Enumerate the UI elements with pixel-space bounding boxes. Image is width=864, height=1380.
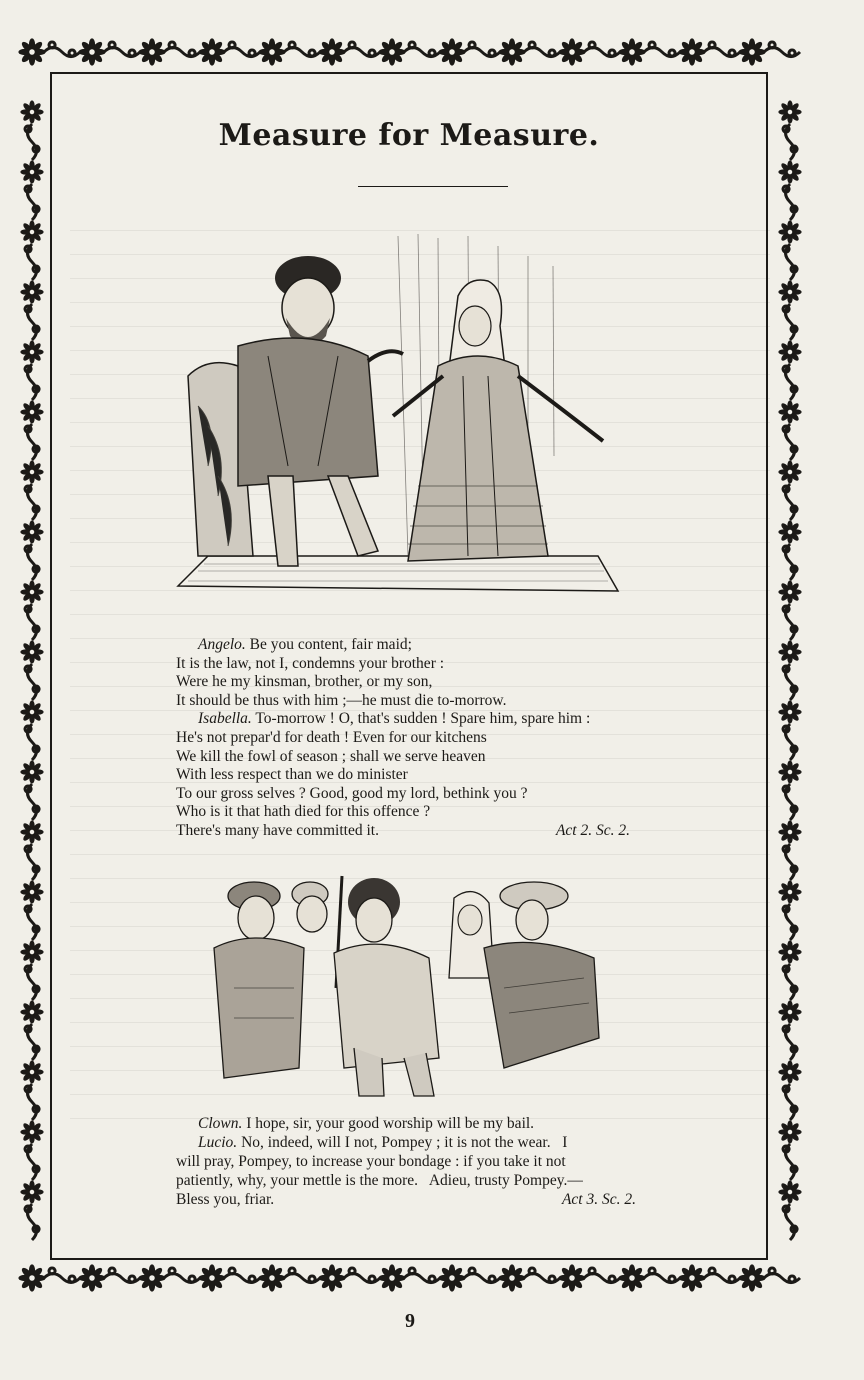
scroll-ornament [164,42,200,56]
text-line [176,803,676,822]
scroll-ornament [783,124,797,160]
rosette-ornament [20,880,43,903]
scroll-ornament [25,604,39,640]
rosette-ornament [778,760,801,783]
line-text: will pray, Pompey, to increase your bondage : if you take it not [176,1153,566,1170]
scroll-ornament [783,244,797,280]
text-line [176,785,676,804]
text-line [176,1171,674,1190]
scroll-ornament [284,1268,320,1282]
scroll-ornament [783,304,797,340]
scroll-ornament [783,1084,797,1120]
rosette-ornament [778,100,801,123]
rosette-ornament [778,1180,801,1203]
scroll-ornament [704,1268,740,1282]
text-line [176,636,676,655]
line-text: Be you content, fair maid; [245,636,412,653]
scroll-ornament [783,1144,797,1180]
scroll-ornament [164,1268,200,1282]
rosette-ornament [20,640,43,663]
rosette-ornament [778,700,801,723]
scroll-ornament [644,1268,680,1282]
scroll-ornament [644,42,680,56]
rosette-ornament [778,820,801,843]
rosette-ornament [778,580,801,603]
rosette-ornament [678,1264,705,1291]
line-text: To our gross selves ? Good, good my lord, bethink you ? [176,784,528,802]
line-text: With less respect than we do minister [176,766,408,784]
rosette-ornament [20,400,43,423]
line-text: No, indeed, will I not, Pompey ; it is not the wear. I [237,1134,568,1151]
text-line [176,692,676,711]
rosette-ornament [20,820,43,843]
scroll-ornament [524,42,560,56]
rosette-ornament [438,1264,465,1291]
scroll-ornament [783,604,797,640]
rosette-ornament [778,400,801,423]
rosette-ornament [20,1120,43,1143]
speaker-name: Lucio. [198,1134,238,1151]
text-line [176,1133,674,1152]
scroll-ornament [783,484,797,520]
scroll-ornament [44,1268,80,1282]
line-text: He's not prepar'd for death ! Even for our kitchens [176,728,487,746]
rosette-ornament [778,880,801,903]
scroll-ornament [464,42,500,56]
rosette-ornament [20,1060,43,1083]
text-line [176,673,676,692]
text-line [176,1190,674,1209]
rosette-ornament [778,460,801,483]
passage-angelo-isabella [176,636,676,841]
rosette-ornament [138,1264,165,1291]
rosette-ornament [20,1000,43,1023]
text-line [176,766,676,785]
rosette-ornament [20,760,43,783]
scroll-ornament [224,42,260,56]
speaker-name: Clown. [198,1115,243,1132]
scroll-ornament [25,784,39,820]
scroll-ornament [344,1268,380,1282]
scroll-ornament [25,1204,39,1240]
line-text: Were he my kinsman, brother, or my son, [176,673,433,691]
scroll-ornament [783,1204,797,1240]
scroll-ornament [783,844,797,880]
rosette-ornament [20,940,43,963]
rosette-ornament [78,1264,105,1291]
speaker-name: Angelo. [198,636,246,653]
text-line [176,822,676,841]
rosette-ornament [498,1264,525,1291]
text-line [176,1114,674,1133]
rosette-ornament [498,38,525,65]
scroll-ornament [224,1268,260,1282]
rosette-ornament [778,940,801,963]
rosette-ornament [198,1264,225,1291]
scroll-ornament [25,1024,39,1060]
text-line [176,729,676,748]
rosette-ornament [138,38,165,65]
engraving-angelo-isabella [168,226,638,610]
scroll-ornament [25,244,39,280]
rosette-ornament [198,38,225,65]
rosette-ornament [258,38,285,65]
rosette-ornament [778,280,801,303]
scroll-ornament [783,664,797,700]
scroll-ornament [584,42,620,56]
rosette-ornament [20,520,43,543]
scroll-ornament [464,1268,500,1282]
rosette-ornament [20,1180,43,1203]
rosette-ornament [18,38,45,65]
scroll-ornament [104,42,140,56]
scroll-ornament [25,304,39,340]
line-text: Who is it that hath died for this offence ? [176,803,431,821]
rosette-ornament [20,160,43,183]
line-text: Bless you, friar. [176,1191,275,1208]
act-scene-reference: Act 2. Sc. 2. [555,821,630,839]
scroll-ornament [25,664,39,700]
rosette-ornament [20,580,43,603]
scroll-ornament [25,1144,39,1180]
engraving-clown-lucio [204,868,614,1100]
scroll-ornament [25,364,39,400]
scroll-ornament [764,42,800,56]
line-text: There's many have committed it. [176,821,379,839]
rosette-ornament [378,1264,405,1291]
act-scene-reference: Act 3. Sc. 2. [561,1191,636,1208]
scroll-ornament [783,184,797,220]
rosette-ornament [20,340,43,363]
line-text: We kill the fowl of season ; shall we serve heaven [176,747,486,765]
line-text: It should be thus with him ;—he must die to-morrow. [176,691,507,709]
rosette-ornament [20,100,43,123]
scroll-ornament [25,964,39,1000]
rosette-ornament [778,520,801,543]
scroll-ornament [25,844,39,880]
rosette-ornament [778,1000,801,1023]
line-text: It is the law, not I, condemns your brother : [176,654,445,672]
scroll-ornament [783,364,797,400]
rosette-ornament [678,38,705,65]
page-title: Measure for Measure. [218,118,600,153]
line-text: I hope, sir, your good worship will be my bail. [242,1115,535,1132]
passage-clown-lucio [176,1114,674,1209]
scroll-ornament [404,1268,440,1282]
title-rule [358,186,508,187]
text-line [176,710,676,729]
scroll-ornament [783,1024,797,1060]
scroll-ornament [44,42,80,56]
rosette-ornament [778,640,801,663]
rosette-ornament [738,38,765,65]
scroll-ornament [25,724,39,760]
page-number: 9 [405,1310,415,1332]
text-line [176,748,676,767]
line-text: patiently, why, your mettle is the more. Adieu, trusty Pompey.— [176,1172,583,1189]
line-text: To-morrow ! O, that's sudden ! Spare him, spare him : [251,710,591,728]
rosette-ornament [20,220,43,243]
scroll-ornament [783,424,797,460]
rosette-ornament [78,38,105,65]
rosette-ornament [558,38,585,65]
rosette-ornament [738,1264,765,1291]
scroll-ornament [25,484,39,520]
scroll-ornament [704,42,740,56]
scroll-ornament [25,1084,39,1120]
rosette-ornament [778,1120,801,1143]
scroll-ornament [284,42,320,56]
rosette-ornament [258,1264,285,1291]
scroll-ornament [25,904,39,940]
rosette-ornament [20,700,43,723]
scroll-ornament [764,1268,800,1282]
scroll-ornament [25,544,39,580]
text-line [176,655,676,674]
rosette-ornament [378,38,405,65]
rosette-ornament [318,38,345,65]
rosette-ornament [20,280,43,303]
text-line [176,1152,674,1171]
scroll-ornament [25,184,39,220]
scroll-ornament [404,42,440,56]
scroll-ornament [783,904,797,940]
rosette-ornament [438,38,465,65]
speaker-name: Isabella. [198,710,252,728]
scroll-ornament [584,1268,620,1282]
rosette-ornament [318,1264,345,1291]
rosette-ornament [778,340,801,363]
rosette-ornament [20,460,43,483]
rosette-ornament [778,1060,801,1083]
scroll-ornament [25,424,39,460]
rosette-ornament [618,38,645,65]
rosette-ornament [18,1264,45,1291]
rosette-ornament [618,1264,645,1291]
scroll-ornament [104,1268,140,1282]
scroll-ornament [783,784,797,820]
rosette-ornament [778,220,801,243]
scroll-ornament [524,1268,560,1282]
scroll-ornament [783,724,797,760]
rosette-ornament [558,1264,585,1291]
scroll-ornament [783,544,797,580]
scroll-ornament [25,124,39,160]
scroll-ornament [344,42,380,56]
scroll-ornament [783,964,797,1000]
rosette-ornament [778,160,801,183]
